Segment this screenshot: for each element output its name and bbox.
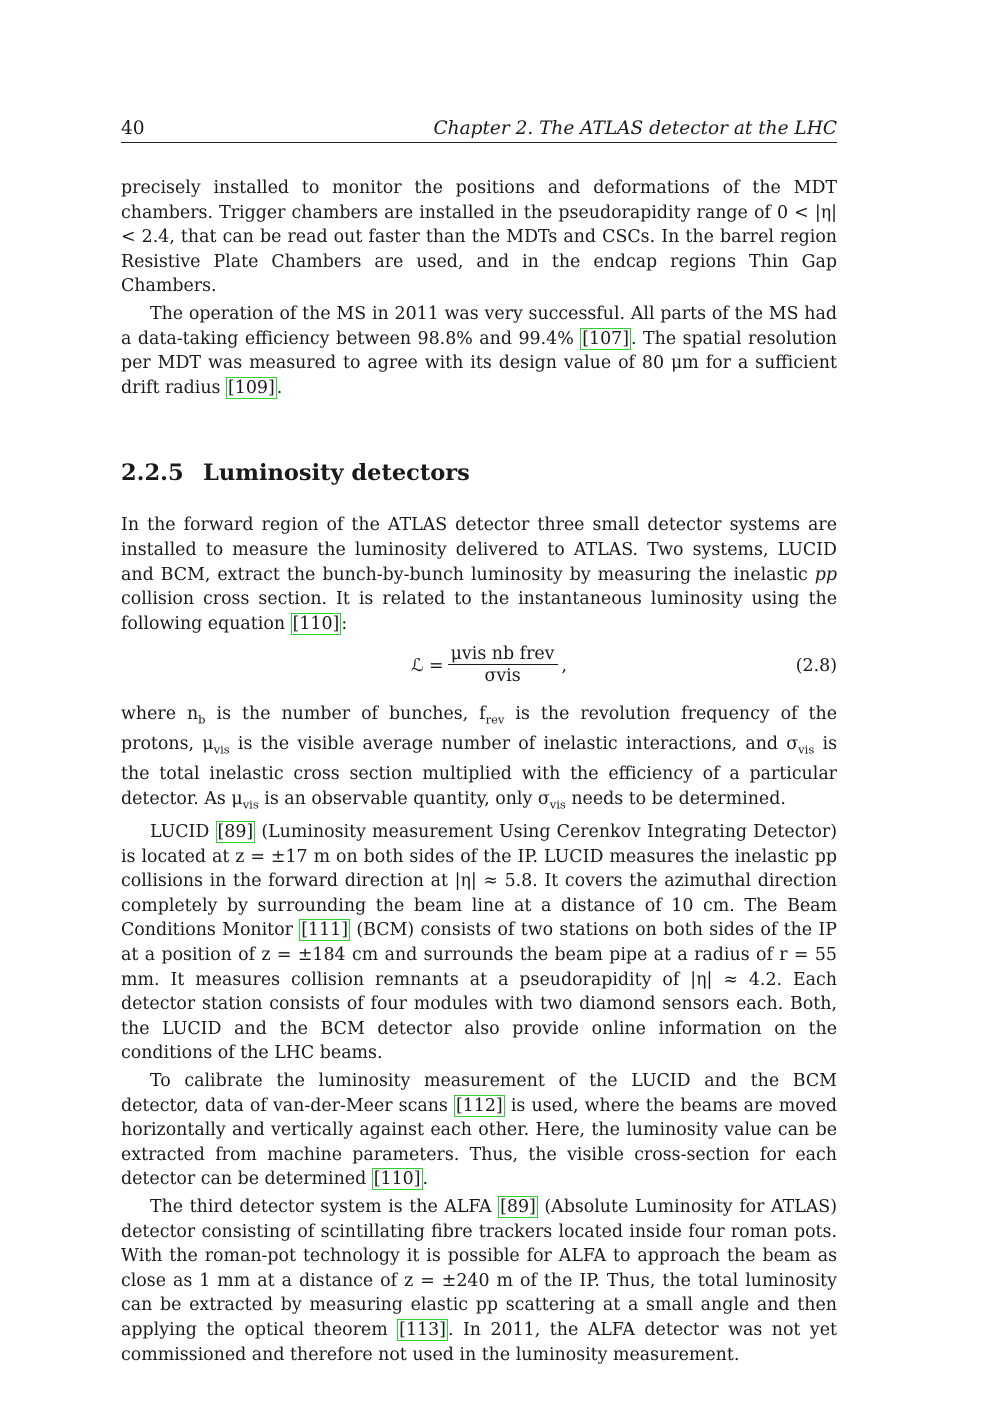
- text-run: To calibrate the luminosity measurement of the LUCID and the BCM detector, data of van-der-Meer scans: [121, 1071, 837, 1116]
- paragraph-3: [121, 513, 837, 636]
- text-run: The third detector system is the ALFA: [150, 1197, 499, 1217]
- subscript: vis: [549, 797, 566, 812]
- text-run: .: [276, 377, 283, 398]
- text-run: (BCM) consists of two stations on both sides of the IP at a position of z = ±184 cm and surrounds the beam pipe at a radius of r = 55 mm. It measures collision remnants at a pseudorapidity of |η| ≈ 4.2. Each detector station consists of four modules with two diamond sensors each. Both, the LUCID and the BCM detector also provide online information on the conditions of the LHC beams.: [121, 920, 837, 1064]
- citation-link[interactable]: [109]: [228, 377, 275, 398]
- text-run: is the total inelastic cross section multiplied with the efficiency of a particular detector. As μ: [121, 734, 838, 810]
- citation-link[interactable]: [110]: [292, 613, 340, 634]
- citation-link[interactable]: [89]: [500, 1197, 536, 1217]
- body-text: [121, 176, 837, 1367]
- text-run: In the forward region of the ATLAS detector three small detector systems are installed to measure the luminosity delivered to ATLAS. Two systems, LUCID and BCM, extract the bunch-by-bunch luminosity by measuring the inelastic: [121, 515, 837, 585]
- text-run: needs to be determined.: [565, 789, 786, 810]
- subscript: rev: [485, 712, 505, 727]
- text-run: is an observable quantity, only σ: [258, 789, 550, 810]
- text-run: LUCID: [150, 822, 216, 843]
- subscript: b: [198, 712, 206, 727]
- equation-number: (2.8): [795, 656, 837, 677]
- text-run: (Absolute Luminosity for ATLAS) detector consisting of scintillating fibre trackers located inside four roman pots. With the roman-pot technology it is possible for ALFA to approach the beam as close as 1 mm at a distance of z = ±240 m of the IP. Thus, the total luminosity can be extracted by measuring elastic pp scattering at a small angle and then applying the optical theorem: [121, 1197, 837, 1340]
- page: [121, 118, 837, 1367]
- citation-link[interactable]: [113]: [399, 1319, 446, 1340]
- paragraph-4: [121, 702, 837, 817]
- paragraph-2: [121, 302, 837, 400]
- equation-denominator: σvis: [484, 666, 521, 687]
- citation-link[interactable]: [107]: [582, 328, 629, 349]
- text-run: (Luminosity measurement Using Cerenkov Integrating Detector) is located at z = ±17 m on both sides of the IP. LUCID measures the inelastic pp collisions in the forward direction at |η| ≈ 5.8. It covers the azimuthal direction completely by surrounding the beam line at a distance of 10 cm. The Beam Conditions Monitor: [121, 822, 837, 941]
- citation-link[interactable]: [111]: [301, 920, 349, 941]
- equation-trail: ,: [561, 655, 568, 676]
- section-heading: [121, 460, 837, 486]
- equation-fraction: [448, 644, 558, 687]
- text-run: .: [422, 1169, 429, 1190]
- text-run: collision cross section. It is related to the instantaneous luminosity using the following equation: [121, 589, 837, 634]
- text-run: :: [341, 613, 348, 634]
- text-run: The operation of the MS in 2011 was very successful. All parts of the MS had a data-taking efficiency between 98.8% and 99.4%: [121, 303, 837, 349]
- section-number: 2.2.5: [121, 460, 184, 487]
- subscript: vis: [242, 797, 259, 812]
- paragraph-7: [121, 1195, 837, 1367]
- equation-lhs: ℒ =: [411, 655, 444, 676]
- text-run: is the visible average number of inelastic interactions, and σ: [229, 734, 799, 755]
- equation-body: [411, 644, 567, 687]
- paragraph-6: [121, 1069, 837, 1192]
- running-header: [121, 118, 837, 143]
- paragraph-5: [121, 820, 837, 1066]
- paragraph-1: precisely installed to monitor the positions and deformations of the MDT chambers. Trigger chambers are installed in the pseudorapidity range of 0 < |η| < 2.4, that can be read out faster than the MDTs and CSCs. In the barrel region Resistive Plate Chambers are used, and in the endcap regions Thin Gap Chambers.: [121, 178, 837, 297]
- text-run-italic: pp: [814, 564, 837, 585]
- citation-link[interactable]: [89]: [217, 822, 254, 843]
- page-number: 40: [121, 118, 145, 139]
- equation-numerator: μvis nb frev: [448, 644, 558, 665]
- text-run: is the revolution frequency of the protons, μ: [121, 704, 837, 755]
- text-run: is used, where the beams are moved horizontally and vertically against each other. Here, the luminosity value can be extracted from machine parameters. Thus, the visible cross-section for each detector can be determined: [121, 1095, 837, 1190]
- subscript: vis: [213, 742, 230, 757]
- text-run: is the number of bunches, f: [205, 704, 486, 725]
- citation-link[interactable]: [112]: [455, 1095, 503, 1116]
- subscript: vis: [798, 742, 815, 757]
- text-run: . In 2011, the ALFA detector was not yet commissioned and therefore not used in the luminosity measurement.: [121, 1319, 837, 1365]
- text-run: where n: [121, 704, 199, 725]
- text-run: . The spatial resolution per MDT was measured to agree with its design value of 80 μm for a sufficient drift radius: [121, 328, 838, 398]
- equation-2-8: [121, 636, 837, 702]
- chapter-title: Chapter 2. The ATLAS detector at the LHC: [433, 118, 837, 139]
- citation-link[interactable]: [110]: [373, 1169, 421, 1190]
- section-title: Luminosity detectors: [203, 460, 470, 487]
